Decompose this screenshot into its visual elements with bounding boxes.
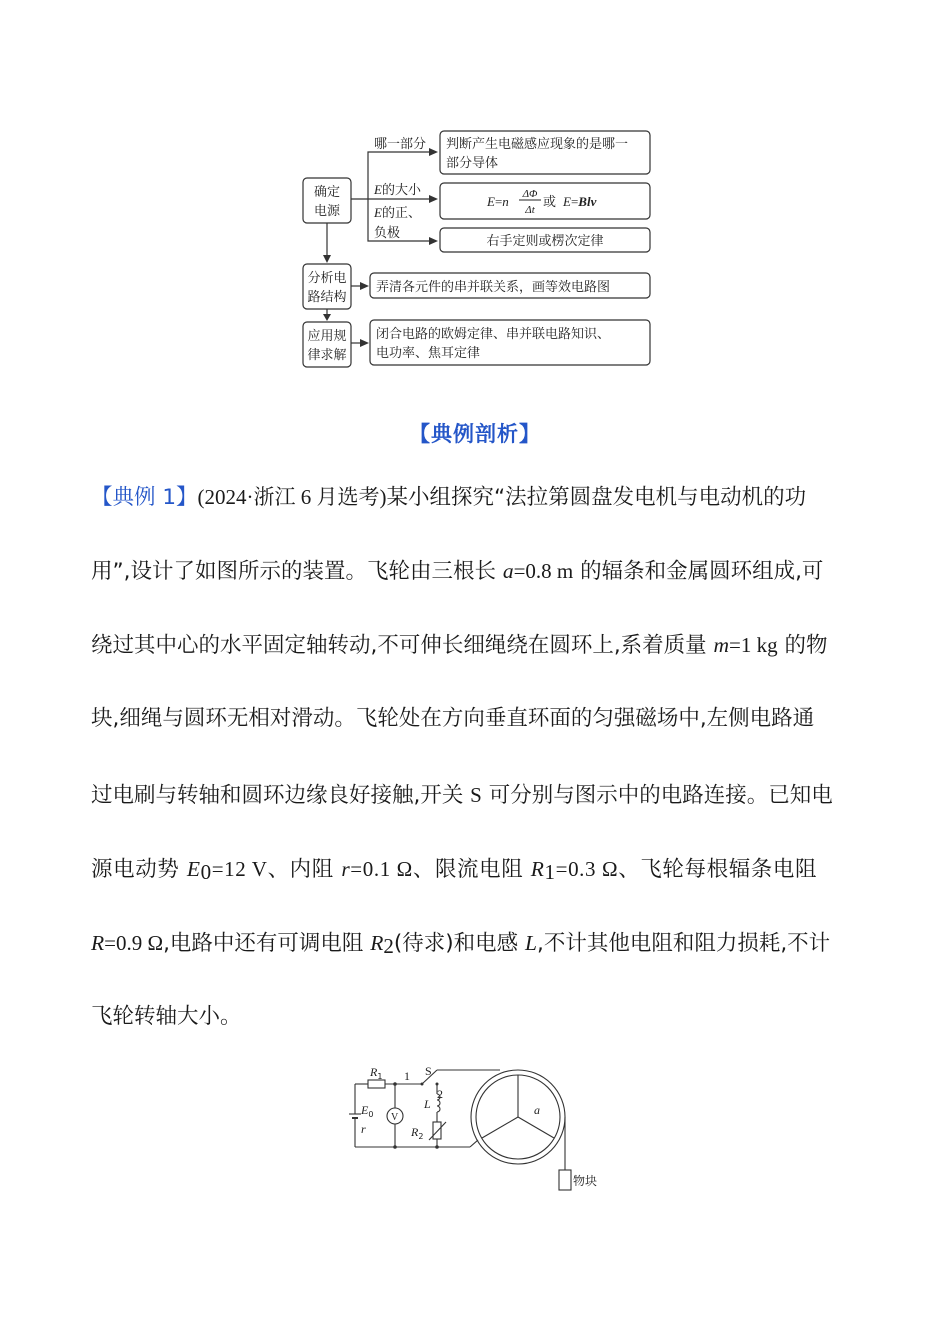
voltmeter-label: V — [391, 1112, 399, 1123]
resistor-r2 — [433, 1122, 441, 1139]
label-contact-2: 2 — [437, 1087, 443, 1101]
label-e0: $E_0$ — [361, 1103, 374, 1119]
label-spoke-a: a — [534, 1103, 540, 1117]
block — [559, 1170, 571, 1190]
example-line-2: 用”,设计了如图所示的装置。飞轮由三根长 a=0.8 m 的辐条和金属圆环组成,可 — [91, 559, 824, 584]
example-line-6: 源电动势 $E_0=12$ V、内阻 r=0.1 Ω、限流电阻 $R_1=0.3$ Ω、飞轮每根辐条电阻 — [91, 857, 818, 884]
section-title: 【典例剖析】 — [409, 422, 541, 446]
flow-box-structure-text: 弄清各元件的串并联关系，画等效电路图 — [376, 280, 611, 295]
flow-node-source-line1: 确定 — [313, 185, 341, 200]
svg-text:ΔΦ: ΔΦ — [522, 188, 538, 200]
resistor-r1 — [368, 1080, 385, 1088]
flow-formula — [486, 188, 597, 216]
example-line-7: R=0.9 Ω,电路中还有可调电阻 $R_2$(待求)和电感 L,不计其他电阻和阻力损耗,不计 — [91, 931, 831, 958]
label-contact-1: 1 — [404, 1069, 410, 1083]
svg-text:Δt: Δt — [525, 204, 535, 216]
label-switch-s: S — [425, 1064, 432, 1078]
flow-node-structure-line1: 分析电 — [307, 271, 347, 286]
svg-text:E=Blv: E=Blv — [563, 194, 597, 209]
flow-box-laws-line2: 电功率、焦耳定律 — [376, 346, 481, 361]
circuit-diagram — [0, 1060, 950, 1200]
flow-box-rule-text: 右手定则或楞次定律 — [486, 234, 604, 249]
spoke-2 — [482, 1117, 518, 1138]
label-r: r — [361, 1122, 366, 1136]
flow-label-e-pole: E的正、 — [374, 205, 421, 221]
flow-label-which-part: 哪一部分 — [374, 137, 427, 152]
example-line-3: 绕过其中心的水平固定轴转动,不可伸长细绳绕在圆环上,系着质量 m=1 kg 的物 — [91, 633, 828, 658]
svg-text:或: 或 — [543, 195, 557, 210]
example-line-8: 飞轮转轴大小。 — [91, 1004, 242, 1029]
flow-node-source-line2: 电源 — [313, 204, 341, 219]
label-r2: $R_2$ — [411, 1125, 424, 1141]
flow-box-laws-line1: 闭合电路的欧姆定律、串并联电路知识、 — [376, 327, 611, 342]
example-line-1: 【典例 1】(2024·浙江 6 月选考)某小组探究“法拉第圆盘发电机与电动机的功 — [91, 485, 807, 510]
example-line-4: 块,细绳与圆环无相对滑动。飞轮处在方向垂直环面的匀强磁场中,左侧电路通 — [91, 706, 815, 731]
flow-box-which-part-line1: 判断产生电磁感应现象的是哪一 — [446, 137, 629, 152]
label-r1: $R_1$ — [370, 1065, 383, 1081]
example-line-5: 过电刷与转轴和圆环边缘良好接触,开关 S 可分别与图示中的电路连接。已知电 — [91, 783, 833, 808]
flow-node-structure-line2: 路结构 — [307, 290, 347, 305]
flow-label-e-pole-2: 负极 — [374, 226, 401, 241]
analysis-flowchart — [0, 0, 950, 380]
spoke-3 — [518, 1117, 554, 1138]
flow-node-laws-line2: 律求解 — [307, 348, 347, 363]
label-block: 物块 — [573, 1174, 598, 1188]
flow-node-laws-line1: 应用规 — [307, 329, 347, 344]
label-l: L — [424, 1097, 431, 1111]
flow-box-which-part-line2: 部分导体 — [446, 156, 499, 171]
svg-text:E=n: E=n — [487, 194, 509, 209]
flow-label-e-size: E的大小 — [374, 182, 421, 198]
